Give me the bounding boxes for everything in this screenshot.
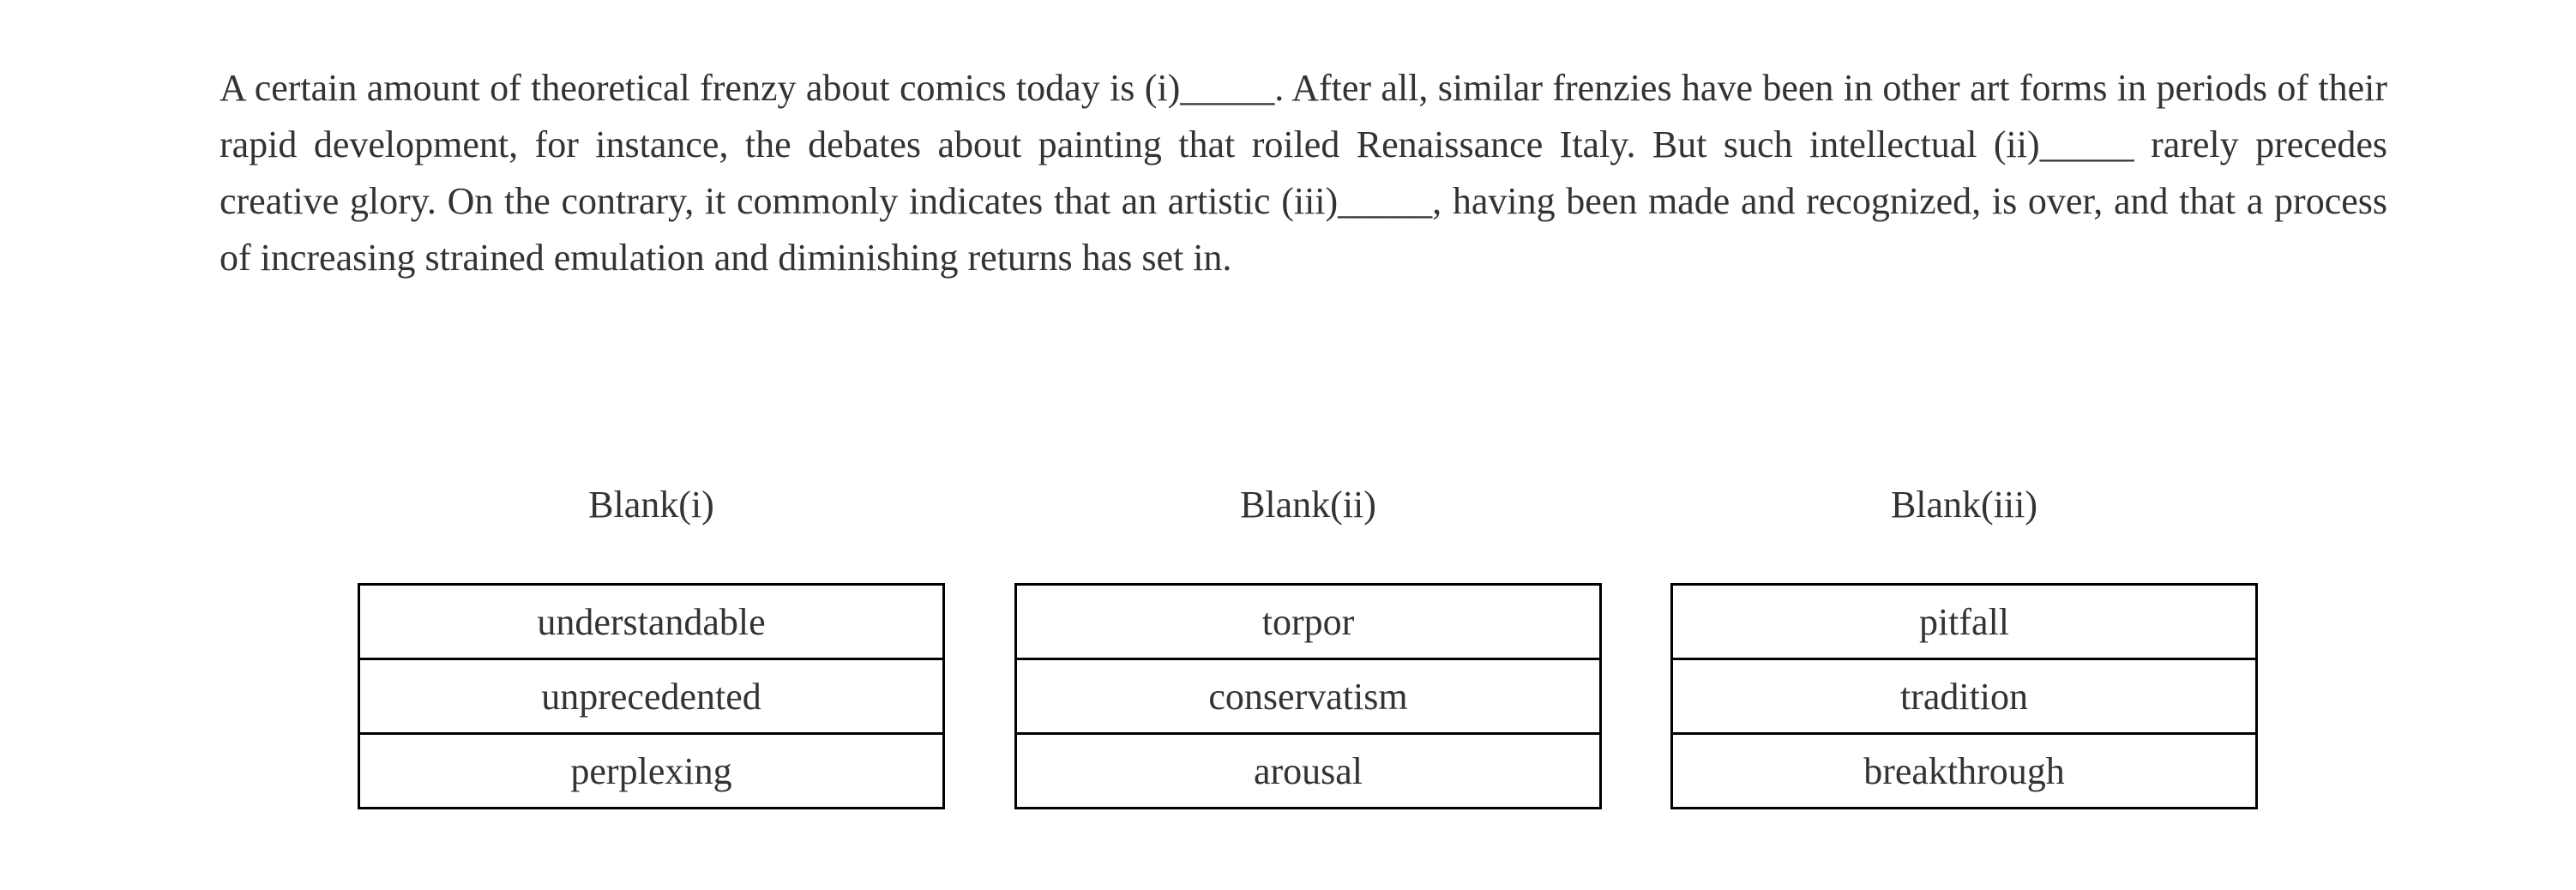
blank-ii-options [1014,583,1602,809]
option-pitfall[interactable]: pitfall [1672,585,2257,659]
option-understandable[interactable]: understandable [359,585,944,659]
option-unprecedented[interactable]: unprecedented [359,659,944,734]
blank-iii-header: Blank(iii) [1890,484,2038,526]
blank-i-options [358,583,945,809]
blank-ii-header: Blank(ii) [1240,484,1376,526]
option-torpor[interactable]: torpor [1016,585,1601,659]
option-perplexing[interactable]: perplexing [359,734,944,809]
blank-i-header: Blank(i) [588,484,714,526]
option-tradition[interactable]: tradition [1672,659,2257,734]
option-breakthrough[interactable]: breakthrough [1672,734,2257,809]
blank-iii-options [1670,583,2258,809]
blank-iii-column [1670,477,2258,792]
question-passage: A certain amount of theoretical frenzy about comics today is (i)_____. After all, similar frenzies have been in other art forms in periods of their rapid development, for instance, the debates about painting that roiled Renaissance Italy. But such intellectual (ii)_____ rarely precedes creative glory. On the contrary, it commonly indicates that an artistic (iii)_____, having been made and recognized, is over, and that a process of increasing strained emulation and diminishing returns has set in. [220,67,2387,279]
option-arousal[interactable]: arousal [1016,734,1601,809]
blank-i-column [358,477,945,792]
option-conservatism[interactable]: conservatism [1016,659,1601,734]
blank-ii-column [1014,477,1602,792]
